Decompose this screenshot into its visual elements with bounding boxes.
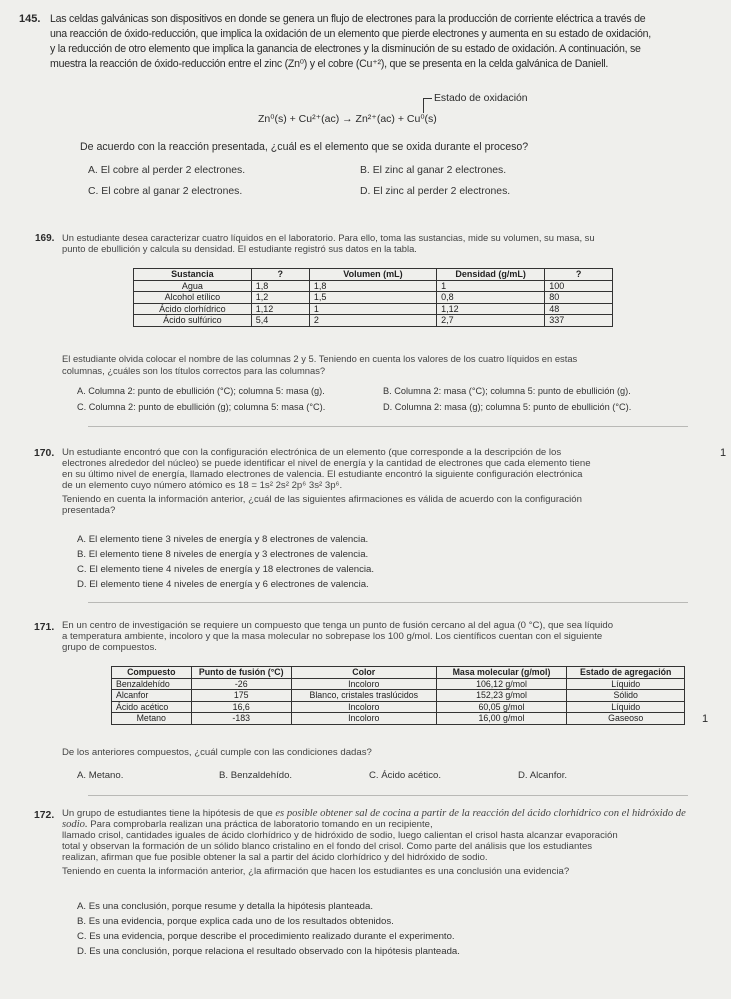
table-header: Punto de fusión (°C)	[191, 667, 291, 679]
q169-after	[62, 353, 577, 377]
table-cell: Agua	[134, 280, 252, 292]
q170-number: 170.	[34, 448, 55, 459]
q145-stem-line: una reacción de óxido-reducción, que implica la oxidación de un elemento que pierde electrones y aumenta en su estado de oxidación,	[50, 28, 651, 40]
oxidation-annotation: Estado de oxidación	[434, 93, 528, 104]
q145-question: De acuerdo con la reacción presentada, ¿cuál es el elemento que se oxida durante el proceso?	[80, 141, 529, 153]
table-header: Color	[291, 667, 436, 679]
table-cell: 100	[545, 280, 613, 292]
table-cell: 80	[545, 292, 613, 304]
q145-stem	[50, 12, 720, 72]
q145-option-c[interactable]: C. El cobre al ganar 2 electrones.	[88, 186, 243, 197]
q171-option-b[interactable]: B. Benzaldehído.	[219, 770, 293, 781]
table-cell: Ácido clorhídrico	[134, 303, 252, 315]
q171-number: 171.	[34, 622, 55, 633]
table-row	[134, 315, 613, 327]
q171-option-c[interactable]: C. Ácido acético.	[369, 770, 441, 781]
q172-option-d[interactable]: D. Es una conclusión, porque relaciona el resultado observado con la hipótesis planteada.	[77, 946, 460, 957]
q170-option-d[interactable]: D. El elemento tiene 4 niveles de energía y 6 electrones de valencia.	[77, 579, 369, 590]
q170-option-c[interactable]: C. El elemento tiene 4 niveles de energía y 18 electrones de valencia.	[77, 564, 375, 575]
divider	[88, 795, 688, 796]
q172-stem-line: Para comprobarla realizan una práctica de laboratorio tomando en un recipiente,	[90, 819, 433, 830]
table-cell: Líquido	[567, 701, 685, 713]
table-cell: 60,05 g/mol	[436, 701, 567, 713]
q171-question: De los anteriores compuestos, ¿cuál cumple con las condiciones dadas?	[62, 747, 372, 758]
q169-after-line: columnas, ¿cuáles son los títulos correctos para las columnas?	[62, 365, 326, 376]
q172-hypothesis: es posible obtener sal de cocina a partir de la reacción del ácido clorhídrico con el hidróxido de sodio.	[62, 808, 686, 830]
table-cell: 337	[545, 315, 613, 327]
table-cell: -26	[191, 678, 291, 690]
table-cell: 16,00 g/mol	[436, 713, 567, 725]
margin-mark: 1	[702, 713, 709, 725]
q169-stem	[62, 232, 595, 254]
table-header: Masa molecular (g/mol)	[436, 667, 567, 679]
q170-option-a[interactable]: A. El elemento tiene 3 niveles de energía y 8 electrones de valencia.	[77, 534, 369, 545]
table-cell: 2	[309, 315, 436, 327]
table-cell: 0,8	[437, 292, 545, 304]
q145-option-b[interactable]: B. El zinc al ganar 2 electrones.	[360, 165, 507, 176]
table-header: ?	[545, 269, 613, 281]
redox-equation: Zn⁰(s) + Cu²⁺(ac) → Zn²⁺(ac) + Cu⁰(s)	[258, 113, 437, 125]
table-header: Estado de agregación	[567, 667, 685, 679]
table-cell: Alcohol etílico	[134, 292, 252, 304]
table-header-row	[134, 269, 613, 281]
table-header: ?	[251, 269, 309, 281]
table-cell: 1,8	[251, 280, 309, 292]
q169-number: 169.	[35, 233, 55, 244]
table-cell: 152,23 g/mol	[436, 690, 567, 702]
q171-option-a[interactable]: A. Metano.	[77, 770, 124, 781]
q172-option-c[interactable]: C. Es una evidencia, porque describe el procedimiento realizado durante el experimento.	[77, 931, 455, 942]
q170-stem-line: de un elemento cuyo número atómico es 18 = 1s² 2s² 2p⁶ 3s² 3p⁶.	[62, 480, 343, 491]
oxidation-annotation-bracket	[423, 98, 432, 113]
table-cell: 1	[309, 303, 436, 315]
q169-after-line: El estudiante olvida colocar el nombre de las columnas 2 y 5. Teniendo en cuenta los valores de los cuatro líquidos en estas	[62, 353, 578, 364]
table-cell: 106,12 g/mol	[436, 678, 567, 690]
q170-stem	[62, 447, 591, 516]
q169-option-c[interactable]: C. Columna 2: punto de ebullición (g); columna 5: masa (°C).	[77, 402, 326, 412]
q172-stem-start: Un grupo de estudiantes tiene la hipótesis de que	[62, 808, 273, 819]
table-cell: 1,12	[437, 303, 545, 315]
table-cell: 1,2	[251, 292, 309, 304]
table-cell: 1,5	[309, 292, 436, 304]
table-cell: 2,7	[437, 315, 545, 327]
divider	[88, 426, 688, 427]
q172-option-b[interactable]: B. Es una evidencia, porque explica cada uno de los resultados obtenidos.	[77, 916, 394, 927]
q169-option-b[interactable]: B. Columna 2: masa (°C); columna 5: punto de ebullición (g).	[383, 386, 631, 396]
q170-option-b[interactable]: B. El elemento tiene 8 niveles de energía y 3 electrones de valencia.	[77, 549, 369, 560]
q171-stem-line: a temperatura ambiente, incoloro y que la masa molecular no sobrepase los 100 g/mol. Los científicos cuentan con el siguiente	[62, 631, 603, 642]
table-cell: Líquido	[567, 678, 685, 690]
table-row	[112, 690, 685, 702]
table-row	[112, 701, 685, 713]
q171-stem-line: grupo de compuestos.	[62, 642, 157, 653]
table-cell: 175	[191, 690, 291, 702]
q170-stem-line: presentada?	[62, 505, 116, 516]
table-cell: Alcanfor	[112, 690, 192, 702]
table-cell: Ácido sulfúrico	[134, 315, 252, 327]
table-cell: Blanco, cristales traslúcidos	[291, 690, 436, 702]
q145-stem-line: y la reducción de otro elemento que implica la ganancia de electrones y la disminución de su estado de oxidación. A continuación, se	[50, 43, 641, 55]
divider	[88, 602, 688, 603]
table-row	[134, 303, 613, 315]
table-cell: Ácido acético	[112, 701, 192, 713]
table-header: Compuesto	[112, 667, 192, 679]
table-row	[134, 292, 613, 304]
q169-option-a[interactable]: A. Columna 2: punto de ebullición (°C); columna 5: masa (g).	[77, 386, 325, 396]
q169-option-d[interactable]: D. Columna 2: masa (g); columna 5: punto de ebullición (°C).	[383, 402, 632, 412]
table-row	[134, 280, 613, 292]
q169-table	[133, 268, 613, 327]
margin-mark: 1	[720, 447, 727, 459]
q172-stem-line: total y observan la formación de un sólido blanco cristalino en el fondo del crisol. Como parte del análisis que los estudiantes	[62, 841, 593, 852]
q171-stem	[62, 620, 613, 653]
q145-option-d[interactable]: D. El zinc al perder 2 electrones.	[360, 186, 511, 197]
table-header: Sustancia	[134, 269, 252, 281]
table-cell: Incoloro	[291, 701, 436, 713]
table-cell: Metano	[112, 713, 192, 725]
q172-number: 172.	[34, 810, 55, 821]
table-header: Volumen (mL)	[309, 269, 436, 281]
table-header-row	[112, 667, 685, 679]
q145-stem-line: Las celdas galvánicas son dispositivos en donde se genera un flujo de electrones para la producción de corriente eléctrica a través de	[50, 13, 646, 25]
q145-stem-line: muestra la reacción de óxido-reducción entre el zinc (Zn⁰) y el cobre (Cu⁺²), que se presenta en la celda galvánica de Daniell.	[50, 58, 609, 70]
table-cell: 16,6	[191, 701, 291, 713]
q170-stem-line: Un estudiante encontró que con la configuración electrónica de un elemento (que corresponde a la descripción de los	[62, 447, 562, 458]
table-cell: Incoloro	[291, 713, 436, 725]
table-row	[112, 678, 685, 690]
q172-stem-line: realizan, afirman que fue posible obtener la sal a partir del ácido clorhídrico y del hidróxido de sodio.	[62, 852, 488, 863]
table-cell: Benzaldehído	[112, 678, 192, 690]
q171-stem-line: En un centro de investigación se requiere un compuesto que tenga un punto de fusión cercano al del agua (0 °C), que sea líquido	[62, 620, 614, 631]
table-cell: 1,8	[309, 280, 436, 292]
table-cell: 48	[545, 303, 613, 315]
q172-stem	[62, 808, 687, 877]
table-cell: Gaseoso	[567, 713, 685, 725]
q170-stem-line: electrones alrededor del núcleo) se puede identificar el nivel de energía y la cantidad de electrones que cada elemento tiene	[62, 458, 591, 469]
q172-stem-line: Teniendo en cuenta la información anterior, ¿la afirmación que hacen los estudiantes es una conclusión una evidencia?	[62, 866, 570, 877]
table-cell: 1	[437, 280, 545, 292]
table-cell: -183	[191, 713, 291, 725]
table-cell: 5,4	[251, 315, 309, 327]
q172-stem-line: llamado crisol, cantidades iguales de ácido clorhídrico y de hidróxido de sodio, luego calientan el crisol hasta alcanzar evaporación	[62, 830, 618, 841]
q171-table	[111, 666, 685, 725]
q145-number: 145.	[19, 13, 41, 25]
q172-option-a[interactable]: A. Es una conclusión, porque resume y detalla la hipótesis planteada.	[77, 901, 373, 912]
q170-stem-line: Teniendo en cuenta la información anterior, ¿cuál de las siguientes afirmaciones es válida de acuerdo con la configuración	[62, 494, 582, 505]
q171-option-d[interactable]: D. Alcanfor.	[518, 770, 568, 781]
q169-stem-line: Un estudiante desea caracterizar cuatro líquidos en el laboratorio. Para ello, toma las sustancias, mide su volumen, su masa, su	[62, 232, 595, 243]
table-row	[112, 713, 685, 725]
table-cell: Incoloro	[291, 678, 436, 690]
table-cell: 1,12	[251, 303, 309, 315]
table-header: Densidad (g/mL)	[437, 269, 545, 281]
table-cell: Sólido	[567, 690, 685, 702]
q145-option-a[interactable]: A. El cobre al perder 2 electrones.	[88, 165, 246, 176]
q169-stem-line: punto de ebullición y calcula su densidad. El estudiante registró sus datos en la tabla.	[62, 243, 417, 254]
q170-stem-line: en su último nivel de energía, llamado electrones de valencia. El estudiante encontró la siguiente configuración electrónica	[62, 469, 583, 480]
